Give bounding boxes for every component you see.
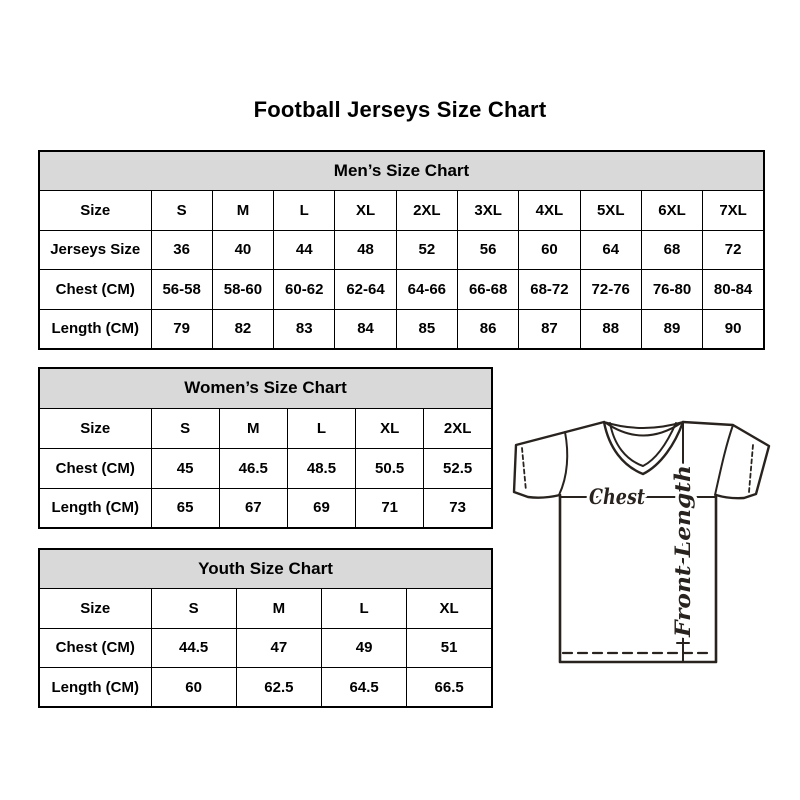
data-cell: M — [236, 589, 321, 629]
row-label-cell: Size — [39, 408, 151, 448]
data-cell: 47 — [236, 628, 321, 668]
table-title: Women’s Size Chart — [39, 368, 492, 408]
table-row — [39, 270, 764, 310]
mens-size-table — [38, 150, 765, 350]
table-row — [39, 309, 764, 349]
row-label-cell: Chest (CM) — [39, 628, 151, 668]
data-cell: 6XL — [641, 191, 702, 231]
row-label-cell: Size — [39, 191, 151, 231]
right-cuff-dashed-line — [749, 445, 753, 492]
table-header-row — [39, 549, 492, 589]
data-cell: 58-60 — [212, 270, 273, 310]
data-cell: 48.5 — [287, 448, 355, 488]
data-cell: XL — [335, 191, 396, 231]
data-cell: XL — [356, 408, 424, 448]
front-length-label: Front Length — [670, 482, 695, 637]
data-cell: 49 — [322, 628, 407, 668]
data-cell: 87 — [519, 309, 580, 349]
data-cell: 62.5 — [236, 668, 321, 708]
womens-size-table — [38, 367, 493, 529]
data-cell: 64.5 — [322, 668, 407, 708]
data-cell: 46.5 — [219, 448, 287, 488]
data-cell: 66-68 — [457, 270, 518, 310]
data-cell: S — [151, 589, 236, 629]
row-label-cell: Chest (CM) — [39, 270, 151, 310]
data-cell: 65 — [151, 488, 219, 528]
data-cell: 45 — [151, 448, 219, 488]
row-label-cell: Length (CM) — [39, 309, 151, 349]
data-cell: 52.5 — [424, 448, 492, 488]
youth-size-table — [38, 548, 493, 708]
table-row — [39, 230, 764, 270]
table-row — [39, 488, 492, 528]
data-cell: 64-66 — [396, 270, 457, 310]
data-cell: 86 — [457, 309, 518, 349]
table-title: Men’s Size Chart — [39, 151, 764, 191]
row-label-cell: Jerseys Size — [39, 230, 151, 270]
row-label-cell: Size — [39, 589, 151, 629]
data-cell: 7XL — [703, 191, 764, 231]
data-cell: 84 — [335, 309, 396, 349]
data-cell: 72-76 — [580, 270, 641, 310]
data-cell: 80-84 — [703, 270, 764, 310]
left-cuff-dashed-line — [522, 448, 526, 491]
data-cell: 64 — [580, 230, 641, 270]
data-cell: XL — [407, 589, 492, 629]
collar-opening-arc — [604, 422, 683, 428]
data-cell: L — [322, 589, 407, 629]
data-cell: 68-72 — [519, 270, 580, 310]
data-cell: 85 — [396, 309, 457, 349]
data-cell: 89 — [641, 309, 702, 349]
data-cell: 44.5 — [151, 628, 236, 668]
data-cell: 48 — [335, 230, 396, 270]
data-cell: S — [151, 408, 219, 448]
left-armhole-seam — [559, 432, 567, 495]
data-cell: 68 — [641, 230, 702, 270]
data-cell: 60 — [151, 668, 236, 708]
data-cell: 88 — [580, 309, 641, 349]
right-sleeve-outline — [683, 422, 769, 498]
data-cell: L — [287, 408, 355, 448]
table-header-row — [39, 368, 492, 408]
row-label-cell: Length (CM) — [39, 488, 151, 528]
data-cell: 79 — [151, 309, 212, 349]
data-cell: S — [151, 191, 212, 231]
data-cell: M — [219, 408, 287, 448]
data-cell: M — [212, 191, 273, 231]
data-cell: 67 — [219, 488, 287, 528]
data-cell: 90 — [703, 309, 764, 349]
data-cell: 5XL — [580, 191, 641, 231]
data-cell: 60-62 — [274, 270, 335, 310]
chest-label: Chest — [589, 484, 646, 509]
data-cell: 73 — [424, 488, 492, 528]
table-title: Youth Size Chart — [39, 549, 492, 589]
data-cell: 76-80 — [641, 270, 702, 310]
data-cell: 44 — [274, 230, 335, 270]
data-cell: 83 — [274, 309, 335, 349]
data-cell: L — [274, 191, 335, 231]
data-cell: 66.5 — [407, 668, 492, 708]
table-row — [39, 448, 492, 488]
data-cell: 69 — [287, 488, 355, 528]
table-row — [39, 589, 492, 629]
right-armhole-seam — [715, 425, 733, 495]
data-cell: 40 — [212, 230, 273, 270]
table-row — [39, 668, 492, 708]
data-cell: 4XL — [519, 191, 580, 231]
page-title: Football Jerseys Size Chart — [253, 97, 547, 122]
data-cell: 50.5 — [356, 448, 424, 488]
data-cell: 3XL — [457, 191, 518, 231]
data-cell: 71 — [356, 488, 424, 528]
table-row — [39, 628, 492, 668]
row-label-cell: Length (CM) — [39, 668, 151, 708]
jersey-measurement-diagram — [503, 408, 771, 668]
row-label-cell: Chest (CM) — [39, 448, 151, 488]
data-cell: 2XL — [396, 191, 457, 231]
data-cell: 82 — [212, 309, 273, 349]
table-header-row — [39, 151, 764, 191]
table-row — [39, 408, 492, 448]
data-cell: 2XL — [424, 408, 492, 448]
vneck-inner-line — [610, 423, 676, 466]
data-cell: 36 — [151, 230, 212, 270]
data-cell: 72 — [703, 230, 764, 270]
table-row — [39, 191, 764, 231]
data-cell: 60 — [519, 230, 580, 270]
data-cell: 56 — [457, 230, 518, 270]
data-cell: 51 — [407, 628, 492, 668]
data-cell: 62-64 — [335, 270, 396, 310]
data-cell: 52 — [396, 230, 457, 270]
data-cell: 56-58 — [151, 270, 212, 310]
